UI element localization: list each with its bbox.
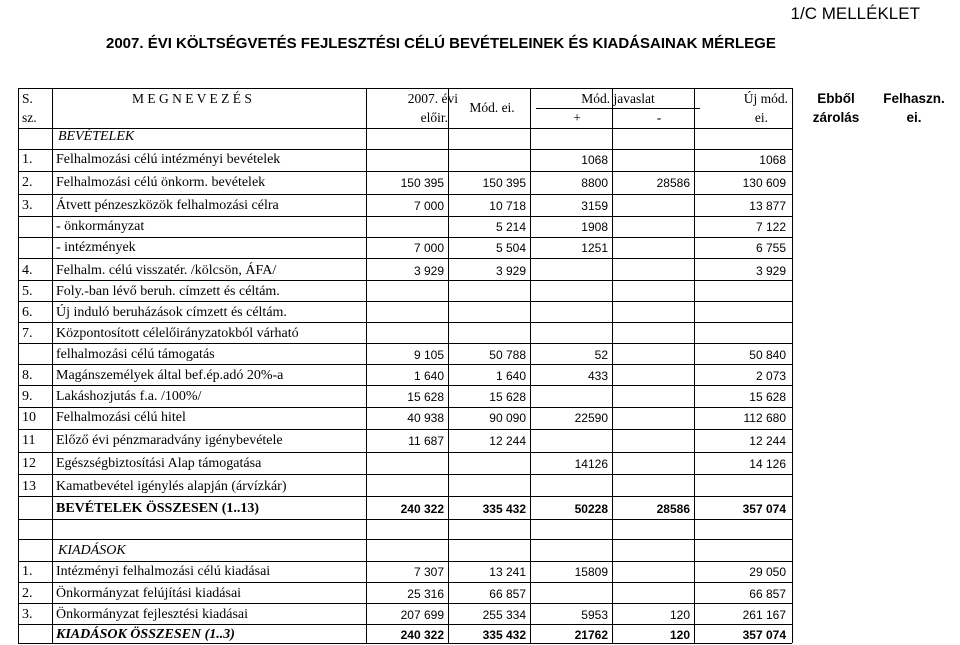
row-number: 5.	[22, 284, 33, 299]
row-value: 14126	[574, 457, 608, 471]
header-ujmod-top: Új mód.	[743, 91, 788, 106]
row-value: 29 050	[749, 565, 786, 579]
row-number: 13	[22, 479, 36, 494]
row-value: 13 241	[489, 565, 526, 579]
row-value: 50 788	[489, 348, 526, 362]
row-label: Foly.-ban lévő beruh. címzett és céltám.	[56, 284, 280, 299]
row-value: 1068	[581, 153, 608, 167]
header-plus: +	[573, 110, 581, 125]
header-ebbol-top: Ebből	[817, 91, 855, 106]
row-number: 2.	[22, 586, 33, 601]
row-label: Felhalmozási célú intézményi bevételek	[56, 152, 281, 167]
row-number: 8.	[22, 368, 33, 383]
row-value: 335 432	[482, 502, 526, 516]
row-value: 66 857	[749, 587, 786, 601]
row-value: 7 122	[755, 220, 786, 234]
row-label: Kamatbevétel igénylés alapján (árvízkár)	[56, 479, 287, 494]
row-label: Felhalm. célú visszatér. /kölcsön, ÁFA/	[56, 263, 277, 278]
row-value: 1 640	[495, 369, 526, 383]
row-value: 335 432	[482, 628, 526, 642]
row-label: Előző évi pénzmaradvány igénybevétele	[56, 433, 283, 448]
row-value: 150 395	[482, 176, 526, 190]
row-value: 50 840	[749, 348, 786, 362]
row-label: Új induló beruházások címzett és céltám.	[56, 305, 287, 320]
row-value: 15 628	[407, 390, 444, 404]
row-value: 1251	[581, 241, 608, 255]
header-sz-top: S.	[22, 91, 33, 106]
row-value: 10 718	[489, 199, 526, 213]
row-label: BEVÉTELEK	[58, 129, 135, 144]
row-value: 2 073	[755, 369, 786, 383]
row-label: Magánszemélyek által bef.ép.adó 20%-a	[56, 368, 284, 383]
row-label: Központosított célelőirányzatokból várható	[56, 326, 299, 341]
row-value: 3 929	[755, 264, 786, 278]
row-value: 240 322	[400, 502, 444, 516]
row-value: 6 755	[755, 241, 786, 255]
row-value: 28586	[656, 176, 690, 190]
row-value: 13 877	[749, 199, 786, 213]
row-value: 9 105	[413, 348, 444, 362]
row-value: 120	[669, 608, 690, 622]
row-value: 15809	[574, 565, 608, 579]
row-label: felhalmozási célú támogatás	[56, 347, 215, 362]
row-value: 1 640	[413, 369, 444, 383]
row-number: 1.	[22, 564, 33, 579]
row-value: 8800	[581, 176, 608, 190]
row-value: 50228	[574, 502, 608, 516]
row-value: 207 699	[400, 608, 444, 622]
header-ebbol-bottom: zárolás	[812, 110, 860, 125]
row-label: Átvett pénzeszközök felhalmozási célra	[56, 198, 279, 213]
row-number: 10	[22, 410, 36, 425]
row-value: 7 307	[413, 565, 444, 579]
row-value: 7 000	[413, 241, 444, 255]
annex-label: 1/C MELLÉKLET	[790, 4, 920, 23]
row-number: 3.	[22, 198, 33, 213]
row-value: 357 074	[742, 628, 786, 642]
row-value: 120	[669, 628, 690, 642]
row-number: 9.	[22, 389, 33, 404]
row-number: 2.	[22, 175, 33, 190]
row-label: - intézmények	[56, 240, 136, 255]
row-number: 4.	[22, 263, 33, 278]
row-value: 255 334	[482, 608, 526, 622]
row-label: KIADÁSOK	[58, 543, 126, 558]
row-value: 3 929	[495, 264, 526, 278]
row-label: Felhalmozási célú önkorm. bevételek	[56, 175, 266, 190]
row-label: Önkormányzat fejlesztési kiadásai	[56, 607, 249, 622]
header-felh-top: Felhaszn.	[883, 91, 945, 106]
row-value: 5 214	[495, 220, 526, 234]
row-number: 7.	[22, 326, 33, 341]
page-title: 2007. ÉVI KÖLTSÉGVETÉS FEJLESZTÉSI CÉLÚ BEVÉTELEINEK ÉS KIADÁSAINAK MÉRLEGE	[106, 35, 776, 52]
row-value: 15 628	[749, 390, 786, 404]
row-value: 22590	[574, 411, 608, 425]
row-value: 5 504	[495, 241, 526, 255]
row-value: 5953	[581, 608, 608, 622]
row-value: 21762	[574, 628, 608, 642]
row-value: 90 090	[489, 411, 526, 425]
row-value: 28586	[656, 502, 690, 516]
row-value: 240 322	[400, 628, 444, 642]
row-value: 3 929	[413, 264, 444, 278]
row-number: 1.	[22, 152, 33, 167]
row-value: 3159	[581, 199, 608, 213]
row-value: 15 628	[489, 390, 526, 404]
row-value: 1908	[581, 220, 608, 234]
header-mod: Mód. ei.	[469, 100, 515, 115]
row-value: 7 000	[413, 199, 444, 213]
row-label: - önkormányzat	[56, 219, 145, 234]
header-sz-bottom: sz.	[22, 110, 37, 125]
row-value: 25 316	[407, 587, 444, 601]
row-value: 357 074	[742, 502, 786, 516]
row-number: 6.	[22, 305, 33, 320]
row-value: 261 167	[742, 608, 786, 622]
row-value: 52	[594, 348, 608, 362]
header-ujmod-bottom: ei.	[754, 110, 768, 125]
row-number: 11	[22, 433, 36, 448]
header-2007-top: 2007. évi	[407, 91, 458, 106]
row-label: Egészségbiztosítási Alap támogatása	[56, 456, 262, 471]
row-value: 112 680	[743, 411, 786, 425]
header-javaslat: Mód. javaslat	[581, 91, 655, 106]
row-label: Lakáshozjutás f.a. /100%/	[56, 389, 202, 404]
row-value: 12 244	[749, 434, 786, 448]
row-number: 12	[22, 456, 36, 471]
row-value: 130 609	[742, 176, 786, 190]
row-value: 433	[587, 369, 608, 383]
row-value: 14 126	[749, 457, 786, 471]
row-number: 3.	[22, 607, 33, 622]
row-value: 1068	[759, 153, 786, 167]
row-value: 11 687	[408, 434, 444, 448]
row-label: Intézményi felhalmozási célú kiadásai	[56, 564, 271, 579]
row-value: 66 857	[489, 587, 526, 601]
row-value: 150 395	[400, 176, 444, 190]
row-label: BEVÉTELEK ÖSSZESEN (1..13)	[56, 501, 260, 516]
row-label: KIADÁSOK ÖSSZESEN (1..3)	[56, 627, 235, 642]
header-name: M E G N E V E Z É S	[132, 91, 252, 106]
row-label: Önkormányzat felújítási kiadásai	[56, 586, 242, 601]
header-minus: -	[656, 110, 662, 125]
row-value: 12 244	[489, 434, 526, 448]
header-felh-bottom: ei.	[906, 110, 922, 125]
header-2007-bottom: előir.	[420, 110, 448, 125]
row-label: Felhalmozási célú hitel	[56, 410, 186, 425]
row-value: 40 938	[407, 411, 444, 425]
